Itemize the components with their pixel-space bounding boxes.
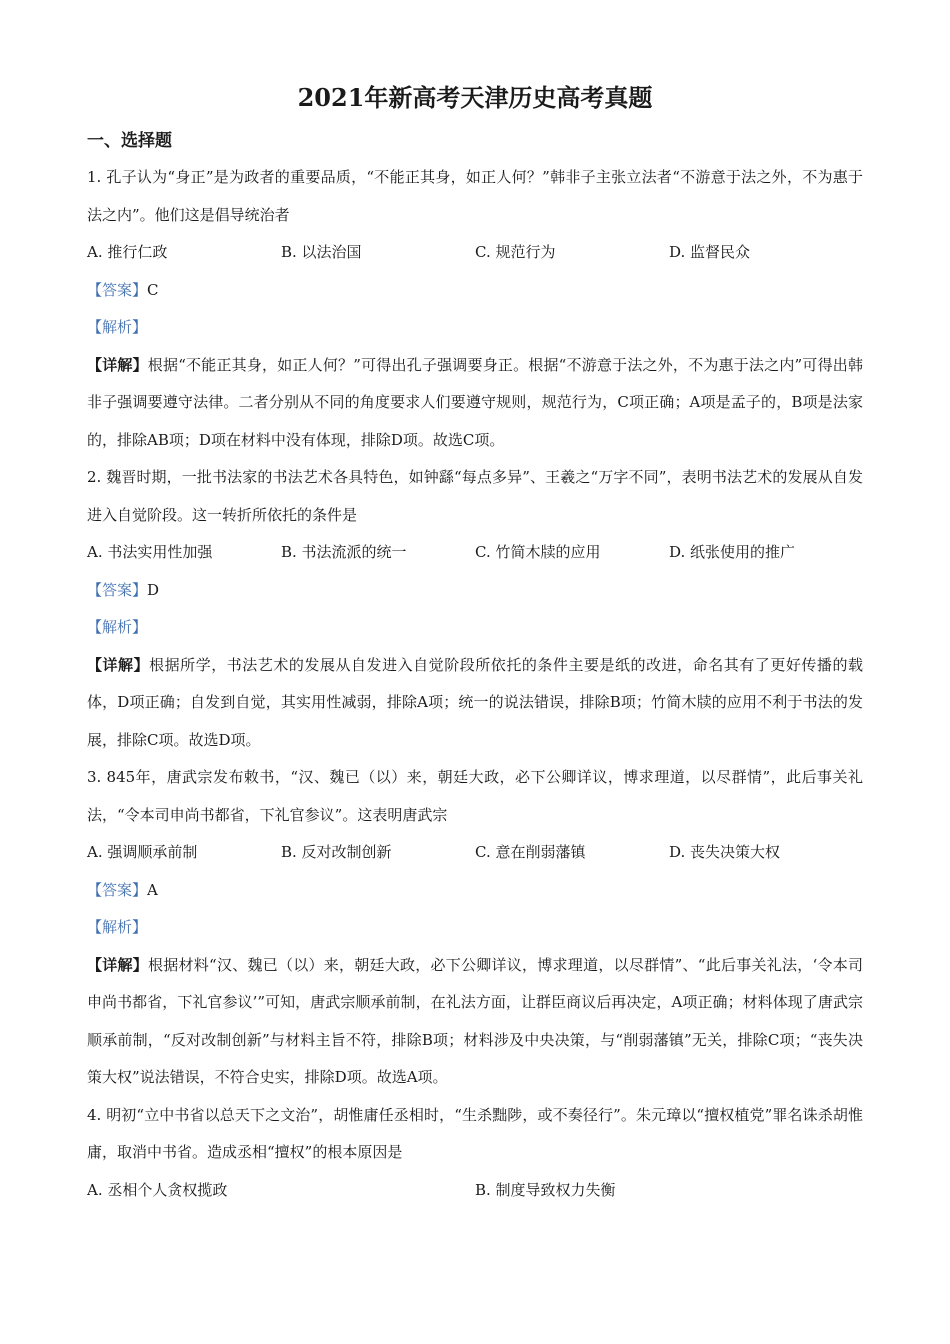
question-stem: 4. 明初“立中书省以总天下之文治”，胡惟庸任丞相时，“生杀黜陟，或不奏径行”。朱元璋以“擅权植党”罪名诛杀胡惟庸，取消中书省。造成丞相“擅权”的根本原因是 xyxy=(87,1105,863,1161)
option-b: B. 制度导致权力失衡 xyxy=(475,1180,616,1199)
option-d: D. 监督民众 xyxy=(669,243,751,261)
analysis-label: 【解析】 xyxy=(87,918,148,936)
analysis-line xyxy=(87,309,863,347)
analysis-line xyxy=(87,609,863,647)
option-list xyxy=(87,234,863,272)
analysis-label: 【解析】 xyxy=(87,618,148,636)
option-list xyxy=(87,834,863,872)
detail-label: 【详解】 xyxy=(87,655,150,674)
option-d: D. 纸张使用的推广 xyxy=(669,543,796,561)
option-c: C. 规范行为 xyxy=(475,243,556,261)
answer-line xyxy=(87,572,863,610)
detail-paragraph xyxy=(87,347,863,460)
answer-line xyxy=(87,272,863,310)
option-a: A. 强调顺承前制 xyxy=(87,843,198,861)
option-a: A. 书法实用性加强 xyxy=(87,543,213,561)
option-a: A. 丞相个人贪权揽政 xyxy=(87,1180,228,1199)
question-stem: 3. 845年，唐武宗发布敕书，“汉、魏已（以）来，朝廷大政，必下公卿详议，博求理道，以尽群情”，此后事关礼法，“令本司申尚书都省，下礼官参议”。这表明唐武宗 xyxy=(87,768,863,824)
option-b: B. 反对改制创新 xyxy=(281,843,392,861)
answer-value: A xyxy=(147,880,158,899)
option-list xyxy=(87,534,863,572)
answer-label: 【答案】 xyxy=(87,880,148,899)
answer-line xyxy=(87,872,863,910)
answer-label: 【答案】 xyxy=(87,280,148,299)
answer-value: D xyxy=(147,580,160,599)
analysis-label: 【解析】 xyxy=(87,318,148,336)
question-2 xyxy=(87,459,863,759)
page-title: 2021年新高考天津历史高考真题 xyxy=(297,83,653,112)
question-3 xyxy=(87,759,863,1097)
option-b: B. 以法治国 xyxy=(281,243,362,261)
option-a: A. 推行仁政 xyxy=(87,243,168,261)
detail-paragraph xyxy=(87,947,863,1097)
option-c: C. 竹简木牍的应用 xyxy=(475,543,601,561)
question-1 xyxy=(87,159,863,459)
detail-text: 根据“不能正其身，如正人何？”可得出孔子强调要身正。根据“不游意于法之外，不为惠于法之内”可得出韩非子强调要遵守法律。二者分别从不同的角度要求人们要遵守规则，规范行为，C项正确；A项是孟子的，B项是法家的，排除AB项；D项在材料中没有体现，排除D项。故选C项。 xyxy=(87,355,863,449)
option-list xyxy=(87,1172,863,1210)
detail-label: 【详解】 xyxy=(87,955,149,974)
detail-text: 根据所学，书法艺术的发展从自发进入自觉阶段所依托的条件主要是纸的改进，命名其有了更好传播的载体，D项正确；自发到自觉，其实用性减弱，排除A项；统一的说法错误，排除B项；竹简木牍的应用不利于书法的发展，排除C项。故选D项。 xyxy=(87,655,863,749)
option-b: B. 书法流派的统一 xyxy=(281,543,407,561)
detail-label: 【详解】 xyxy=(87,355,148,374)
answer-value: C xyxy=(147,280,159,299)
analysis-line xyxy=(87,909,863,947)
option-d: D. 丧失决策大权 xyxy=(669,843,781,861)
detail-text: 根据材料“汉、魏已（以）来，朝廷大政，必下公卿详议，博求理道，以尽群情”、“此后事关礼法，‘令本司申尚书都省，下礼官参议’”可知，唐武宗顺承前制，在礼法方面，让群臣商议后再决定，A项正确；材料体现了唐武宗顺承前制，“反对改制创新”与材料主旨不符，排除B项；材料涉及中央决策，与“削弱藩镇”无关，排除C项；“丧失决策大权”说法错误，不符合史实，排除D项。故选A项。 xyxy=(87,955,863,1086)
question-stem: 1. 孔子认为“身正”是为政者的重要品质，“不能正其身，如正人何？”韩非子主张立法者“不游意于法之外，不为惠于法之内”。他们这是倡导统治者 xyxy=(87,168,863,224)
section-heading: 一、选择题 xyxy=(87,131,172,151)
question-stem: 2. 魏晋时期，一批书法家的书法艺术各具特色，如钟繇“每点多异”、王羲之“万字不同”，表明书法艺术的发展从自发进入自觉阶段。这一转折所依托的条件是 xyxy=(87,468,863,524)
answer-label: 【答案】 xyxy=(87,580,148,599)
detail-paragraph xyxy=(87,647,863,760)
question-list xyxy=(87,159,863,1209)
option-c: C. 意在削弱藩镇 xyxy=(475,843,586,861)
question-4 xyxy=(87,1097,863,1210)
